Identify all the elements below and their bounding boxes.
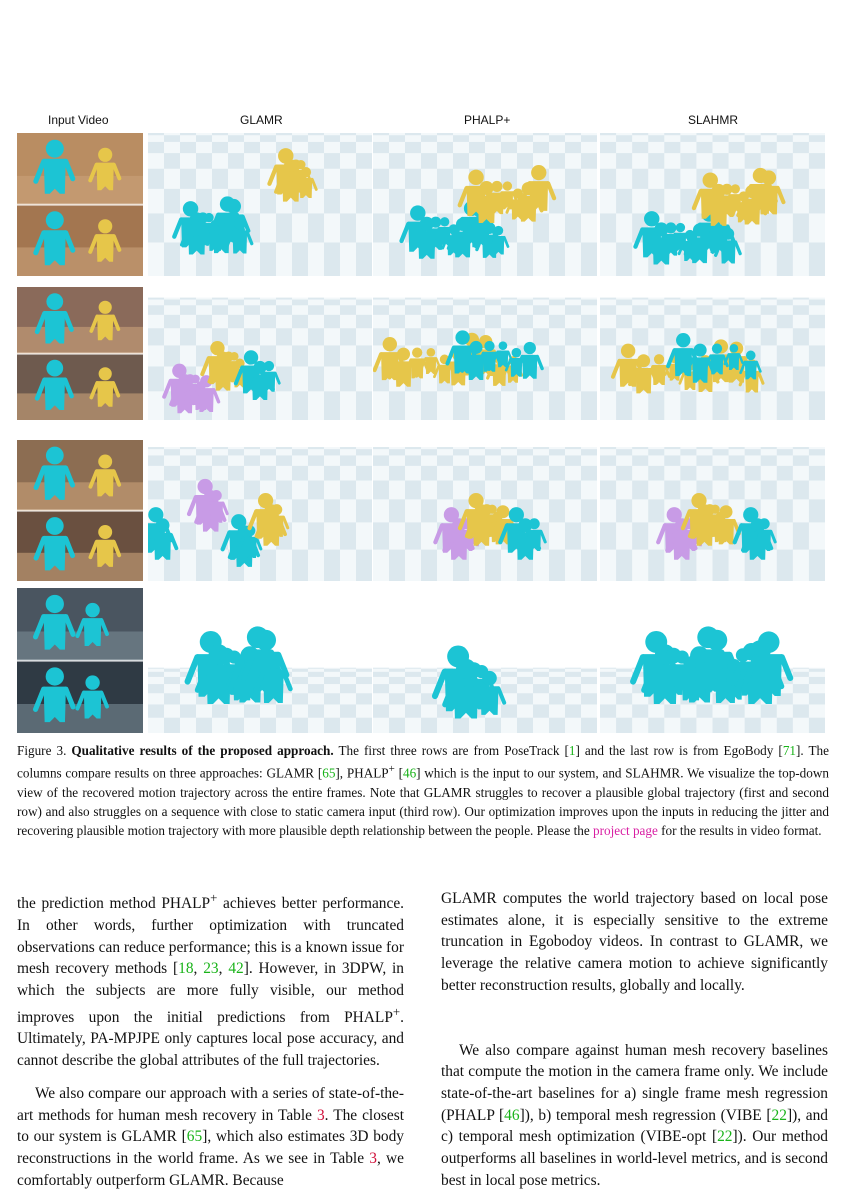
body-text: , xyxy=(193,960,204,978)
citation-link[interactable]: 22 xyxy=(771,1106,787,1124)
result-render-slahmr-row-3 xyxy=(600,440,825,581)
right-column xyxy=(441,888,828,1191)
result-render-phalp-row-4 xyxy=(373,588,597,733)
body-text: , xyxy=(218,960,229,978)
result-render-glamr-row-3 xyxy=(148,440,372,581)
body-text: We also compare against human mesh recovery baselines that compute the motion in the camera frame only. We include state-of-the-art baselines for a) single frame mesh regression (PHALP [ xyxy=(441,1041,828,1124)
table-ref-link[interactable]: 3 xyxy=(369,1149,377,1167)
caption-title: Qualitative results of the proposed approach. xyxy=(71,743,334,758)
column-header-input-video: Input Video xyxy=(48,113,109,127)
result-render-glamr-row-1 xyxy=(148,133,372,276)
body-text: We also compare our approach with a series of state-of-the-art methods for human mesh recovery in Table xyxy=(17,1084,404,1124)
paragraph xyxy=(17,888,404,1072)
paragraph xyxy=(441,1040,828,1192)
result-render-glamr-row-4 xyxy=(148,588,372,733)
input-video-frames-row-3 xyxy=(17,440,143,581)
input-video-frames-row-2 xyxy=(17,287,143,420)
superscript-plus: + xyxy=(210,891,218,905)
result-render-slahmr-row-2 xyxy=(600,287,825,420)
result-render-slahmr-row-1 xyxy=(600,133,825,276)
citation-link[interactable]: 65 xyxy=(322,765,336,781)
paragraph xyxy=(441,888,828,997)
caption-text: ] and the last row is from EgoBody [ xyxy=(575,743,783,758)
column-header-slahmr: SLAHMR xyxy=(688,113,739,127)
column-header-phalp: PHALP+ xyxy=(464,113,511,127)
body-text: , we comfortably outperform GLAMR. Because xyxy=(17,1149,404,1189)
body-text: . Ultimately, PA-MPJPE only captures local pose accuracy, and cannot describe the global attributes of the full trajectories. xyxy=(17,1008,404,1070)
input-video-frames-row-4 xyxy=(17,588,143,733)
result-render-phalp-row-1 xyxy=(373,133,597,276)
caption-text: [ xyxy=(394,765,403,781)
citation-link[interactable]: 23 xyxy=(203,960,219,978)
citation-link[interactable]: 22 xyxy=(717,1128,733,1146)
caption-label: Figure 3. xyxy=(17,743,67,758)
superscript-plus: + xyxy=(388,763,395,776)
caption-text: The first three rows are from PoseTrack [ xyxy=(338,743,569,758)
result-render-slahmr-row-4 xyxy=(600,588,825,733)
body-text: the prediction method PHALP xyxy=(17,895,211,913)
body-text: ]. However, in 3DPW, in which the subjects are more fully visible, our method improves upon the initial predictions from PHALP xyxy=(17,960,404,1026)
body-text: ]), b) temporal mesh regression (VIBE [ xyxy=(519,1106,772,1124)
citation-link[interactable]: 71 xyxy=(782,743,796,758)
left-column xyxy=(17,888,404,1191)
input-video-frames-row-1 xyxy=(17,133,143,276)
body-text: GLAMR computes the world trajectory based on local pose estimates alone, it is especially sensitive to the extreme truncation in Egobodoy videos. In contrast to GLAMR, we leverage the relative camera motion to achieve significantly better reconstruction results, globally and locally. xyxy=(441,890,828,994)
figure-caption xyxy=(17,741,829,840)
citation-link[interactable]: 1 xyxy=(568,743,576,758)
table-ref-link[interactable]: 3 xyxy=(316,1106,325,1124)
body-text: ]), and c) temporal mesh optimization (VIBE-opt [ xyxy=(441,1106,828,1146)
paragraph xyxy=(17,1083,404,1192)
column-header-glamr: GLAMR xyxy=(240,113,283,127)
project-page-link[interactable]: project page xyxy=(593,823,658,839)
result-render-phalp-row-3 xyxy=(373,440,597,581)
caption-text: ] which is the input to our system, and SLAHMR. We visualize the top-down view of the recovered motion trajectory across the entire frames. Note that GLAMR struggles to recover a plausible global trajectory (first and second row) and also struggles on a sequence with close to static camera input (third row). Our optimization improves upon the inputs in reducing the jitter and recovering plausible motion trajectory with more plausible depth relationship between the people. Please the xyxy=(17,765,829,839)
citation-link[interactable]: 65 xyxy=(186,1128,203,1146)
body-text: . The closest to our system is GLAMR [ xyxy=(17,1106,404,1146)
citation-link[interactable]: 46 xyxy=(402,765,417,781)
citation-link[interactable]: 46 xyxy=(504,1106,520,1124)
citation-link[interactable]: 42 xyxy=(228,960,244,978)
caption-text: ]. The columns compare results on three approaches: GLAMR [ xyxy=(17,743,829,781)
citation-link[interactable]: 18 xyxy=(178,960,194,978)
body-text: ], which also estimates 3D body reconstructions in the world frame. As we see in Table xyxy=(17,1128,405,1167)
result-render-glamr-row-2 xyxy=(148,287,372,420)
caption-text: for the results in video format. xyxy=(657,823,822,839)
body-text: ]). Our method outperforms all baselines in world-level metrics, and is second best in local pose metrics. xyxy=(441,1128,828,1189)
caption-text: ], PHALP xyxy=(335,765,389,781)
superscript-plus: + xyxy=(392,1004,401,1019)
body-text: achieves better performance. In other words, further optimization with truncated observations can reduce performance; this is a known issue for mesh recovery methods [ xyxy=(17,895,404,978)
result-render-phalp-row-2 xyxy=(373,287,597,420)
